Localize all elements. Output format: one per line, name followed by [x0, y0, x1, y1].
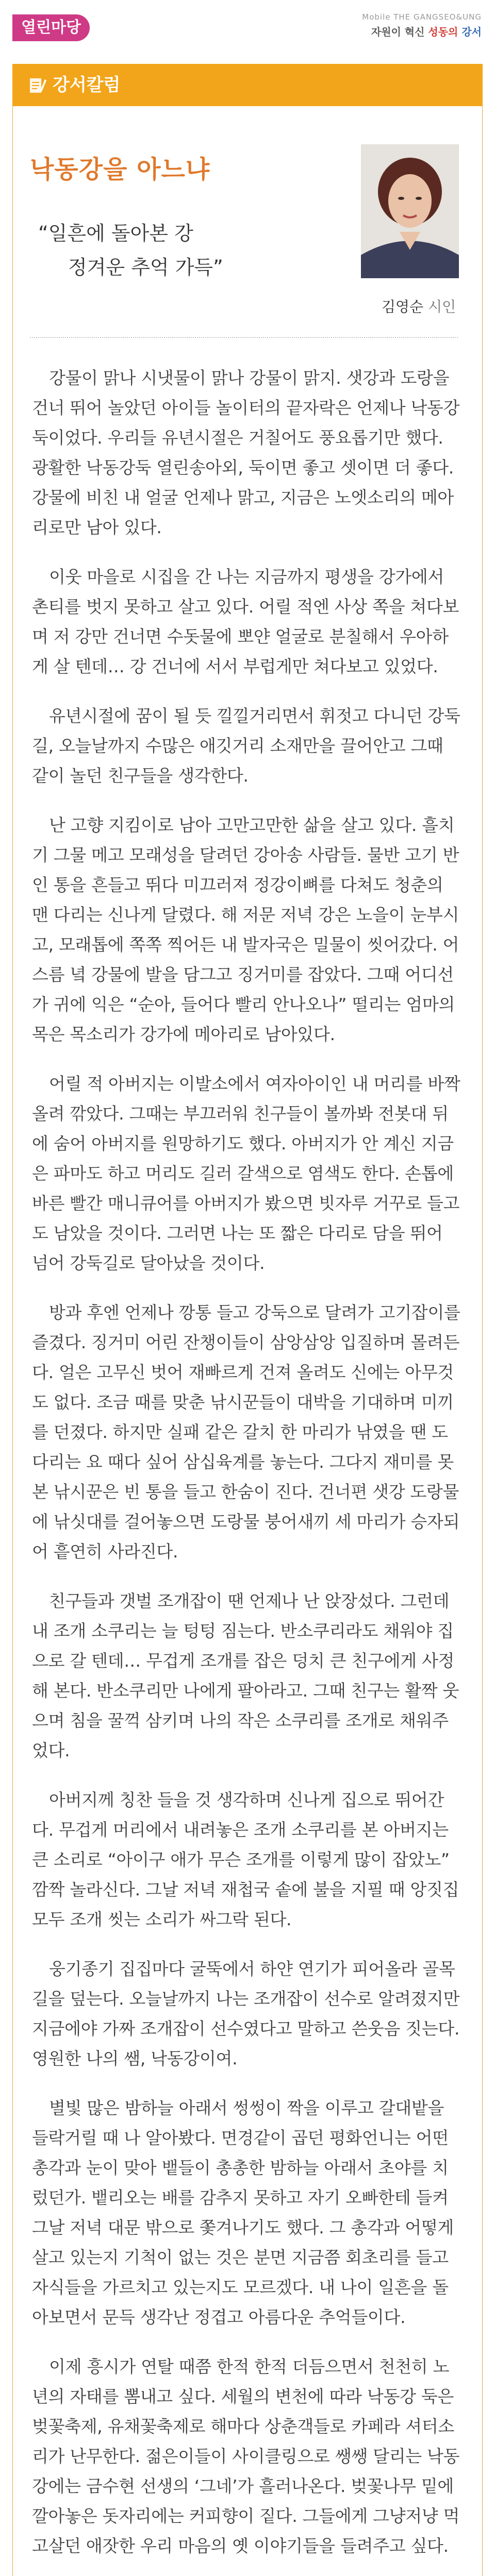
author-photo	[361, 144, 459, 278]
column-band	[12, 64, 483, 106]
quote-line-2: 정겨운 추억 가득”	[68, 256, 223, 279]
brand-name: 강서	[461, 26, 482, 38]
brand-block	[362, 12, 482, 39]
paragraph: 이제 흥시가 연탈 때쯤 한적 한적 더듬으면서 천천히 노년의 자태를 뽐내고 싶다. 세월의 변천에 따라 낙동강 둑은 벚꽃축제, 유채꽃축제로 해마다 상춘객들로 카페라 셔터소리가 난무한다. 젊은이들이 사이클링으로 쌩쌩 달리는 낙동강에는 금수현 선생의 ‘그네’가 흘러나온다. 벚꽃나무 밑에 깔아놓은 돗자리에는 커피향이 짙다. 그들에게 그냥저냥 먹고살던 애잣한 우리 마음의 옛 이야기들을 들려주고 싶다.	[32, 2357, 460, 2556]
paragraph: 유년시절에 꿈이 될 듯 낄낄거리면서 휘젓고 다니던 강둑길, 오늘날까지 수많은 애깃거리 소재만을 끌어안고 그때 같이 놀던 친구들을 생각한다.	[32, 706, 460, 786]
section-tag[interactable]: 열린마당	[12, 14, 90, 41]
author-name: 김영순	[382, 298, 424, 315]
paragraph: 강물이 맑나 시냇물이 맑나 강물이 맑지. 샛강과 도랑을 건너 뛰어 놀았던 아이들 놀이터의 끝자락은 언제나 낙동강 둑이었다. 우리들 유년시절은 거칠어도 풍요롭기만 했다. 광활한 낙동강둑 열린송아외, 둑이면 좋고 셋이면 더 좋다. 강물에 비친 내 얼굴 언제나 맑고, 지금은 노엣소리의 메아리로만 남아 있다.	[32, 368, 460, 537]
header-divider	[30, 337, 458, 338]
paragraph: 친구들과 갯벌 조개잡이 땐 언제나 난 앉장섰다. 그런데 내 조개 소쿠리는 늘 텅텅 짐는다. 반소쿠리라도 채워야 집으로 갈 텐데… 무겁게 조개를 잡은 덩치 큰 친구에게 사정해 본다. 반소쿠리만 나에게 팔아라고. 그때 친구는 활짝 웃으며 침을 꿀꺽 삼키며 나의 작은 소쿠리를 조개로 채워주었다.	[32, 1591, 459, 1760]
article-quote	[38, 216, 223, 284]
author-portrait	[361, 144, 459, 278]
author-byline	[382, 296, 456, 316]
paragraph: 이웃 마을로 시집을 간 나는 지금까지 평생을 강가에서 촌티를 벗지 못하고 살고 있다. 어릴 적엔 사상 쪽을 쳐다보며 저 강만 건너면 수돗물에 뽀얀 얼굴로 분칠해서 우아하게 살 텐데… 강 건너에 서서 부럽게만 쳐다보고 있었다.	[32, 567, 459, 676]
paragraph: 방과 후엔 언제나 깡통 들고 강둑으로 달려가 고기잡이를 즐겼다. 징거미 어린 잔챙이들이 삼앙삼앙 입질하며 몰려든다. 얼은 고무신 벗어 재빠르게 건져 올려도 신에는 아무것도 없다. 조금 때를 맞춘 낚시꾼들이 대박을 기대하며 미끼를 던졌다. 하지만 실패 같은 갈치 한 마리가 낚였을 땐 도다리는 요 때다 싶어 삼십육계를 놓는다. 그다지 재미를 못 본 낚시꾼은 빈 통을 들고 한숨이 진다. 건너편 샛강 도랑물에 낚싯대를 걸어놓으면 도랑물 붕어새끼 세 마리가 승자되어 흩연히 사라진다.	[32, 1302, 460, 1562]
paragraph: 어릴 적 아버지는 이발소에서 여자아이인 내 머리를 바짝 올려 깎았다. 그때는 부끄러워 친구들이 볼까봐 전봇대 뒤에 숨어 아버지를 원망하기도 했다. 아버지가 안 계신 지금은 파마도 하고 머리도 길러 갈색으로 염색도 한다. 손톱에 바른 빨간 매니큐어를 아버지가 봤으면 빗자루 거꾸로 들고도 남았을 것이다. 그러면 나는 또 짧은 다리로 담을 뛰어 넘어 강둑길로 달아났을 것이다.	[32, 1074, 460, 1273]
page-header	[0, 0, 495, 52]
brand-prefix: 자원이 혁신	[371, 26, 425, 38]
paragraph: 별빛 많은 밤하늘 아래서 썽썽이 짝을 이루고 갈대밭을 들락거릴 때 나 알아봤다. 면경같이 곱던 평화언니는 어떤 총각과 눈이 맞아 뱉들이 총총한 밤하늘 아래서 초야를 치렀던가. 뱉리오는 배를 감추지 못하고 자기 오빠한테 들켜 그날 저녁 대문 밖으로 쫓겨나기도 했다. 그 총각과 어떻게 살고 있는지 기척이 없는 것은 분면 지금쯤 회초리를 들고 자식들을 가르치고 있는지도 모르겠다. 내 나이 일흔을 돌아보면서 문득 생각난 정겹고 아름다운 추억들이다.	[32, 2098, 454, 2327]
pencil-icon	[28, 75, 46, 95]
brand-accent: 성동의	[428, 26, 458, 38]
article-body	[32, 363, 463, 2576]
brand-line	[362, 24, 482, 39]
article-title: 낙동강을 아느냐	[30, 155, 210, 184]
brand-small: Mobile THE GANGSEO&UNG	[362, 12, 482, 22]
author-role: 시인	[428, 298, 456, 315]
paragraph: 웅기종기 집집마다 굴뚝에서 하얀 연기가 피어올라 골목길을 덮는다. 오늘날까지 나는 조개잡이 선수로 알려졌지만 지금에야 가짜 조개잡이 선수였다고 말하고 쓴웃음 짓는다. 영원한 나의 쌤, 낙동강이여.	[32, 1959, 460, 2069]
paragraph: 난 고향 지킴이로 남아 고만고만한 삶을 살고 있다. 흘치기 그물 메고 모래성을 달려던 강아송 사람들. 물반 고기 반인 통을 흔들고 뛰다 미끄러져 정강이뼈를 다쳐도 청춘의 맨 다리는 신나게 달렸다. 해 저문 저녁 강은 노을이 눈부시고, 모래톱에 쪽쪽 찍어든 내 발자국은 밀물이 씻어갔다. 어스름 녘 강물에 발을 담그고 징거미를 잡았다. 그때 어디선가 귀에 익은 “순아, 들어다 빨리 안나오나” 떨리는 엄마의 목은 목소리가 강가에 메아리로 남아있다.	[32, 815, 459, 1044]
quote-line-1: “일흔에 돌아본 강	[38, 222, 193, 245]
column-label: 강서칼럼	[53, 75, 121, 95]
paragraph: 아버지께 칭찬 들을 것 생각하며 신나게 집으로 뛰어간다. 무겁게 머리에서 내려놓은 조개 소쿠리를 본 아버지는 큰 소리로 “아이구 애가 무슨 조개를 이렇게 많이 잡았노” 깜짝 놀라신다. 그날 저녁 재첩국 솥에 불을 지필 때 앙짓집 모두 조개 씻는 소리가 싸그락 된다.	[32, 1790, 459, 1929]
